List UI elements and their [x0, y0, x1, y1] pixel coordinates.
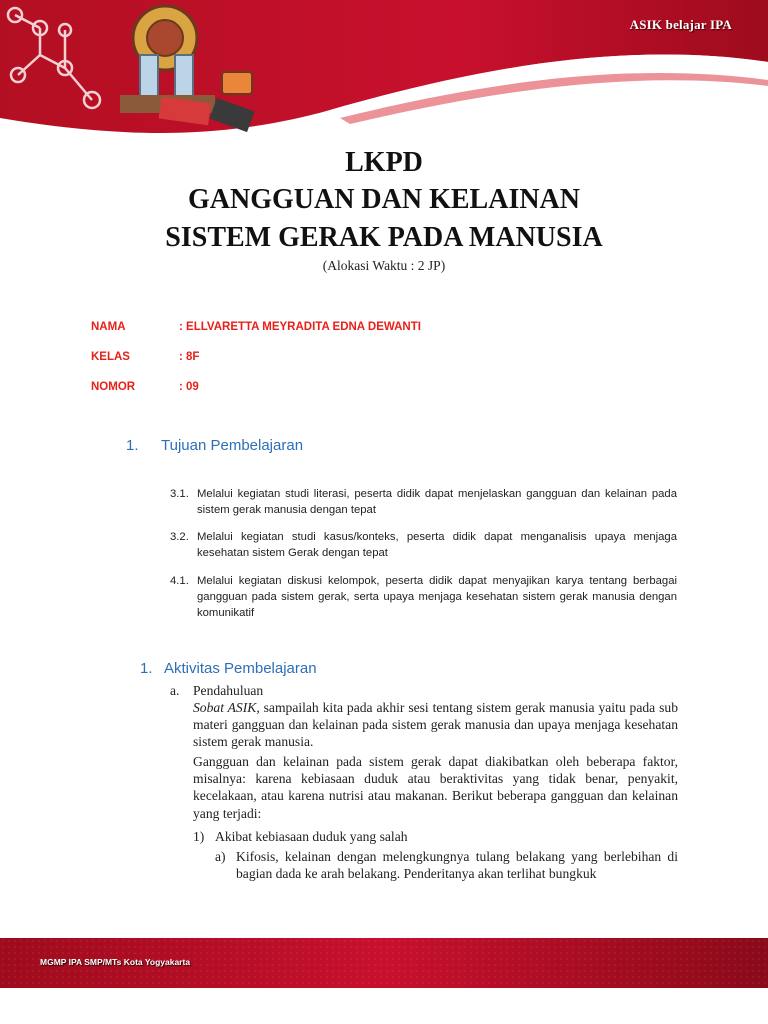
section-number: 1. [126, 437, 139, 454]
page-title-line1: LKPD [345, 147, 423, 178]
subsection-title: Pendahuluan [193, 683, 264, 698]
identity-row-number [91, 381, 199, 393]
time-allocation: (Alokasi Waktu : 2 JP) [322, 258, 446, 273]
brand-label: ASIK belajar IPA [629, 17, 732, 32]
identity-label: NAMA [91, 321, 126, 333]
page-title-line3: SISTEM GERAK PADA MANUSIA [165, 222, 603, 253]
goal-item [170, 529, 677, 561]
subsection-label: a. [170, 683, 180, 698]
list-number: 1) [193, 829, 205, 844]
goal-item [170, 486, 677, 518]
section-title-objectives: Tujuan Pembelajaran [161, 437, 304, 454]
identity-value: : 8F [179, 351, 200, 363]
goal-text: Melalui kegiatan studi literasi, peserta didik dapat menjelaskan gangguan dan kelainan pada sistem gerak manusia dengan tepat [197, 488, 677, 516]
intro-italic: Sobat ASIK, [193, 700, 260, 715]
intro-paragraph [193, 699, 678, 751]
goal-number: 3.2. [170, 531, 189, 543]
identity-label: NOMOR [91, 381, 136, 393]
list-item-text: Akibat kebiasaan duduk yang salah [215, 829, 408, 844]
identity-label: KELAS [91, 351, 130, 363]
identity-row-class [91, 351, 199, 363]
identity-value: : 09 [179, 381, 199, 393]
goal-text: Melalui kegiatan diskusi kelompok, peserta didik dapat menyajikan karya tentang berbagai gangguan pada sistem gerak, serta upaya menjaga kesehatan sistem gerak manusia dengan komunikatif [197, 575, 677, 619]
section-title-activities: Aktivitas Pembelajaran [164, 660, 317, 677]
sublist-number: a) [215, 849, 226, 864]
section-number: 1. [140, 660, 153, 677]
footer-label: MGMP IPA SMP/MTs Kota Yogyakarta [40, 957, 191, 967]
goal-number: 4.1. [170, 575, 189, 587]
paragraph-factors: Gangguan dan kelainan pada sistem gerak dapat diakibatkan oleh beberapa faktor, misalnya: karena kebiasaan duduk atau beraktivitas yang tidak benar, penyakit, kecelakaan, atau karena nutrisi atau makanan. Berikut beberapa gangguan dan kelainan yang terjadi: [193, 754, 678, 821]
identity-value: : ELLVARETTA MEYRADITA EDNA DEWANTI [179, 321, 421, 333]
identity-row-name [91, 321, 421, 333]
page-title-line2: GANGGUAN DAN KELAINAN [187, 184, 580, 215]
goal-text: Melalui kegiatan studi kasus/konteks, peserta didik dapat menganalisis upaya menjaga kesehatan sistem Gerak dengan tepat [197, 531, 677, 559]
sublist-item-text: Kifosis, kelainan dengan melengkungnya tulang belakang yang berlebihan di bagian dada ke arah belakang. Penderitanya akan terlihat bungkuk [236, 849, 678, 882]
goal-number: 3.1. [170, 488, 189, 500]
intro-text: sampailah kita pada akhir sesi tentang sistem gerak manusia yaitu pada sub materi gangguan dan kelainan pada sistem gerak manusia dan upaya menjaga kesehatan sistem gerak manusia. [193, 700, 678, 750]
goal-item [170, 573, 677, 621]
